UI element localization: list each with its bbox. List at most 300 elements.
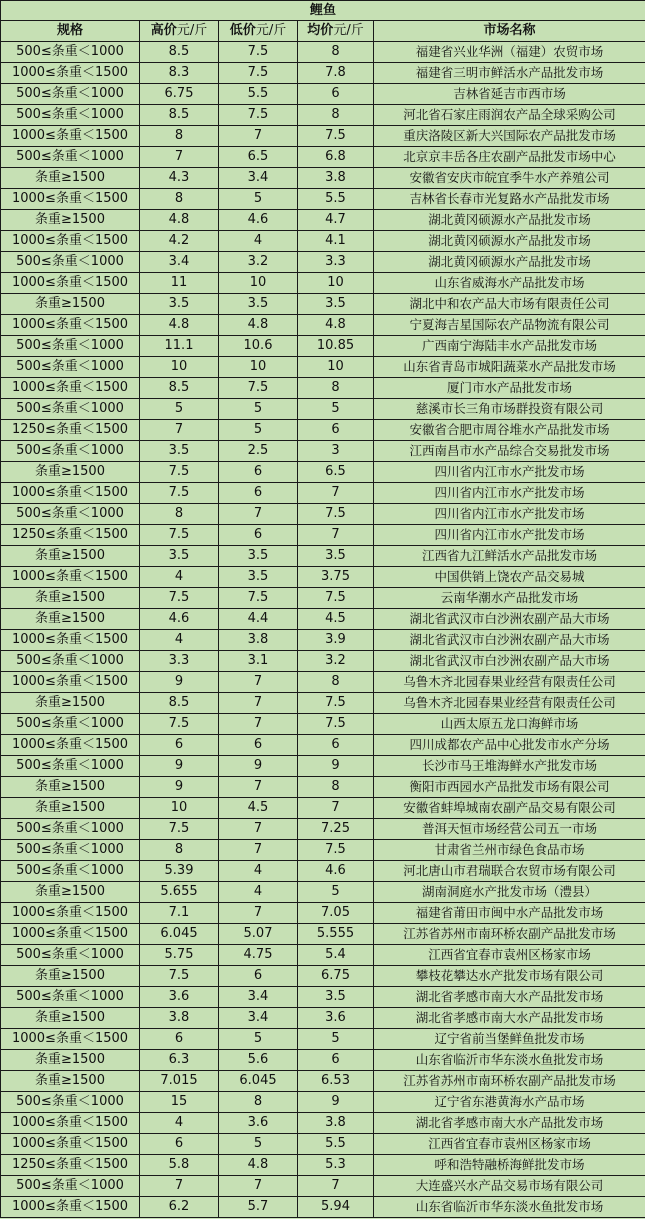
avg-price-cell: 7 bbox=[298, 525, 374, 546]
avg-price-cell: 7 bbox=[298, 483, 374, 504]
spec-cell: 条重≥1500 bbox=[1, 1071, 140, 1092]
avg-price-cell: 7.5 bbox=[298, 714, 374, 735]
spec-cell: 500≤条重＜1000 bbox=[1, 84, 140, 105]
avg-price-cell: 5.3 bbox=[298, 1155, 374, 1176]
high-price-cell: 6.75 bbox=[140, 84, 219, 105]
table-row bbox=[1, 63, 645, 84]
market-name-cell: 广西南宁海陆丰水产品批发市场 bbox=[374, 336, 645, 357]
avg-price-cell: 8 bbox=[298, 105, 374, 126]
avg-price-cell: 5.94 bbox=[298, 1197, 374, 1218]
market-name-cell: 山东省临沂市华东淡水鱼批发市场 bbox=[374, 1197, 645, 1218]
avg-price-cell: 7 bbox=[298, 1176, 374, 1197]
spec-cell: 条重≥1500 bbox=[1, 1008, 140, 1029]
low-price-cell: 3.4 bbox=[219, 987, 298, 1008]
market-name-cell: 福建省兴业华洲（福建）农贸市场 bbox=[374, 42, 645, 63]
avg-price-cell: 5 bbox=[298, 882, 374, 903]
spec-cell: 条重≥1500 bbox=[1, 609, 140, 630]
table-row bbox=[1, 462, 645, 483]
spec-cell: 500≤条重＜1000 bbox=[1, 1092, 140, 1113]
high-price-cell: 6 bbox=[140, 1134, 219, 1155]
title-row bbox=[1, 1, 645, 21]
spec-cell: 1250≤条重＜1500 bbox=[1, 1155, 140, 1176]
spec-cell: 1000≤条重＜1500 bbox=[1, 378, 140, 399]
header-high-label: 高价 bbox=[150, 23, 177, 38]
table-row bbox=[1, 1071, 645, 1092]
high-price-cell: 5.655 bbox=[140, 882, 219, 903]
high-price-cell: 10 bbox=[140, 357, 219, 378]
spec-cell: 500≤条重＜1000 bbox=[1, 336, 140, 357]
spec-cell: 1000≤条重＜1500 bbox=[1, 903, 140, 924]
table-row bbox=[1, 735, 645, 756]
avg-price-cell: 3.8 bbox=[298, 1113, 374, 1134]
spec-cell: 1000≤条重＜1500 bbox=[1, 1197, 140, 1218]
avg-price-cell: 8 bbox=[298, 42, 374, 63]
high-price-cell: 7.5 bbox=[140, 966, 219, 987]
market-name-cell: 宁夏海吉星国际农产品物流有限公司 bbox=[374, 315, 645, 336]
market-name-cell: 湖北省武汉市白沙洲农副产品大市场 bbox=[374, 609, 645, 630]
table-row bbox=[1, 840, 645, 861]
spec-cell: 500≤条重＜1000 bbox=[1, 840, 140, 861]
high-price-cell: 6 bbox=[140, 1029, 219, 1050]
high-price-cell: 7 bbox=[140, 147, 219, 168]
spec-cell: 1000≤条重＜1500 bbox=[1, 672, 140, 693]
table-row bbox=[1, 357, 645, 378]
table-row bbox=[1, 651, 645, 672]
low-price-cell: 9 bbox=[219, 756, 298, 777]
low-price-cell: 7 bbox=[219, 714, 298, 735]
avg-price-cell: 5 bbox=[298, 1029, 374, 1050]
table-row bbox=[1, 231, 645, 252]
avg-price-cell: 7 bbox=[298, 798, 374, 819]
low-price-cell: 6 bbox=[219, 483, 298, 504]
market-name-cell: 安徽省安庆市皖宜季牛水产养殖公司 bbox=[374, 168, 645, 189]
high-price-cell: 4.2 bbox=[140, 231, 219, 252]
avg-price-cell: 3.6 bbox=[298, 1008, 374, 1029]
high-price-cell: 4.8 bbox=[140, 315, 219, 336]
high-price-cell: 4.6 bbox=[140, 609, 219, 630]
market-name-cell: 衡阳市西园水产品批发市场有限公司 bbox=[374, 777, 645, 798]
avg-price-cell: 7.25 bbox=[298, 819, 374, 840]
low-price-cell: 4 bbox=[219, 882, 298, 903]
market-name-cell: 山西太原五龙口海鲜市场 bbox=[374, 714, 645, 735]
low-price-cell: 5.7 bbox=[219, 1197, 298, 1218]
low-price-cell: 5.6 bbox=[219, 1050, 298, 1071]
low-price-cell: 4.6 bbox=[219, 210, 298, 231]
table-title: 鲤鱼 bbox=[1, 1, 645, 21]
table-row bbox=[1, 189, 645, 210]
high-price-cell: 5.8 bbox=[140, 1155, 219, 1176]
low-price-cell: 6 bbox=[219, 525, 298, 546]
high-price-cell: 3.5 bbox=[140, 294, 219, 315]
low-price-cell: 3.1 bbox=[219, 651, 298, 672]
market-name-cell: 山东省青岛市城阳蔬菜水产品批发市场 bbox=[374, 357, 645, 378]
table-row bbox=[1, 399, 645, 420]
table-row bbox=[1, 546, 645, 567]
low-price-cell: 5 bbox=[219, 189, 298, 210]
avg-price-cell: 7.5 bbox=[298, 588, 374, 609]
avg-price-cell: 9 bbox=[298, 1092, 374, 1113]
table-row bbox=[1, 777, 645, 798]
market-name-cell: 甘肃省兰州市绿色食品市场 bbox=[374, 840, 645, 861]
market-name-cell: 辽宁省东港黄海水产品市场 bbox=[374, 1092, 645, 1113]
low-price-cell: 4.8 bbox=[219, 315, 298, 336]
header-market-label: 市场名称 bbox=[483, 23, 536, 38]
low-price-cell: 7.5 bbox=[219, 63, 298, 84]
table-row bbox=[1, 1176, 645, 1197]
low-price-cell: 3.8 bbox=[219, 630, 298, 651]
market-name-cell: 攀枝花攀达水产批发市场有限公司 bbox=[374, 966, 645, 987]
high-price-cell: 8.5 bbox=[140, 378, 219, 399]
market-name-cell: 厦门市水产品批发市场 bbox=[374, 378, 645, 399]
spec-cell: 500≤条重＜1000 bbox=[1, 945, 140, 966]
high-price-cell: 4 bbox=[140, 630, 219, 651]
table-row bbox=[1, 798, 645, 819]
avg-price-cell: 3 bbox=[298, 441, 374, 462]
table-row bbox=[1, 1008, 645, 1029]
high-price-cell: 5.75 bbox=[140, 945, 219, 966]
low-price-cell: 4.75 bbox=[219, 945, 298, 966]
market-name-cell: 四川省内江市水产批发市场 bbox=[374, 525, 645, 546]
table-row bbox=[1, 210, 645, 231]
market-name-cell: 乌鲁木齐北园春果业经营有限责任公司 bbox=[374, 672, 645, 693]
market-name-cell: 湖北省孝感市南大水产品批发市场 bbox=[374, 1113, 645, 1134]
low-price-cell: 6 bbox=[219, 735, 298, 756]
table-row bbox=[1, 966, 645, 987]
table-row bbox=[1, 1155, 645, 1176]
table-row bbox=[1, 1050, 645, 1071]
high-price-cell: 3.8 bbox=[140, 1008, 219, 1029]
avg-price-cell: 4.6 bbox=[298, 861, 374, 882]
low-price-cell: 5 bbox=[219, 420, 298, 441]
high-price-cell: 7 bbox=[140, 1176, 219, 1197]
low-price-cell: 7.5 bbox=[219, 105, 298, 126]
spec-cell: 条重≥1500 bbox=[1, 210, 140, 231]
spec-cell: 1000≤条重＜1500 bbox=[1, 315, 140, 336]
spec-cell: 1000≤条重＜1500 bbox=[1, 63, 140, 84]
avg-price-cell: 5.4 bbox=[298, 945, 374, 966]
table-body bbox=[1, 42, 645, 1218]
high-price-cell: 8.5 bbox=[140, 105, 219, 126]
high-price-cell: 3.3 bbox=[140, 651, 219, 672]
low-price-cell: 8 bbox=[219, 1092, 298, 1113]
table-row bbox=[1, 861, 645, 882]
high-price-cell: 4.3 bbox=[140, 168, 219, 189]
market-name-cell: 普洱天恒市场经营公司五一市场 bbox=[374, 819, 645, 840]
table-row bbox=[1, 609, 645, 630]
spec-cell: 条重≥1500 bbox=[1, 1050, 140, 1071]
table-row bbox=[1, 924, 645, 945]
high-price-cell: 7.5 bbox=[140, 483, 219, 504]
spec-cell: 500≤条重＜1000 bbox=[1, 147, 140, 168]
spec-cell: 条重≥1500 bbox=[1, 777, 140, 798]
low-price-cell: 6 bbox=[219, 966, 298, 987]
market-name-cell: 湖北省武汉市白沙洲农副产品大市场 bbox=[374, 651, 645, 672]
market-name-cell: 江西省九江鲜活水产品批发市场 bbox=[374, 546, 645, 567]
table-row bbox=[1, 126, 645, 147]
high-price-cell: 8.5 bbox=[140, 693, 219, 714]
spec-cell: 1000≤条重＜1500 bbox=[1, 126, 140, 147]
table-row bbox=[1, 630, 645, 651]
avg-price-cell: 7.5 bbox=[298, 693, 374, 714]
market-name-cell: 湖北黄冈硕源水产品批发市场 bbox=[374, 252, 645, 273]
market-name-cell: 呼和浩特融桥海鲜批发市场 bbox=[374, 1155, 645, 1176]
market-name-cell: 北京京丰岳各庄农副产品批发市场中心 bbox=[374, 147, 645, 168]
avg-price-cell: 3.5 bbox=[298, 546, 374, 567]
high-price-cell: 5.39 bbox=[140, 861, 219, 882]
high-price-cell: 7.015 bbox=[140, 1071, 219, 1092]
low-price-cell: 6.5 bbox=[219, 147, 298, 168]
high-price-cell: 8 bbox=[140, 189, 219, 210]
low-price-cell: 3.6 bbox=[219, 1113, 298, 1134]
spec-cell: 1250≤条重＜1500 bbox=[1, 525, 140, 546]
low-price-cell: 2.5 bbox=[219, 441, 298, 462]
high-price-cell: 7.5 bbox=[140, 819, 219, 840]
table-row bbox=[1, 1197, 645, 1218]
avg-price-cell: 6 bbox=[298, 735, 374, 756]
high-price-cell: 6 bbox=[140, 735, 219, 756]
low-price-cell: 5 bbox=[219, 399, 298, 420]
header-high-unit: 元/斤 bbox=[176, 23, 208, 38]
spec-cell: 条重≥1500 bbox=[1, 966, 140, 987]
spec-cell: 1000≤条重＜1500 bbox=[1, 1134, 140, 1155]
high-price-cell: 9 bbox=[140, 756, 219, 777]
avg-price-cell: 4.7 bbox=[298, 210, 374, 231]
avg-price-cell: 3.5 bbox=[298, 294, 374, 315]
avg-price-cell: 5.5 bbox=[298, 1134, 374, 1155]
avg-price-cell: 8 bbox=[298, 672, 374, 693]
market-name-cell: 福建省莆田市闽中水产品批发市场 bbox=[374, 903, 645, 924]
table-row bbox=[1, 483, 645, 504]
low-price-cell: 3.2 bbox=[219, 252, 298, 273]
header-spec-label: 规格 bbox=[56, 23, 83, 38]
table-row bbox=[1, 378, 645, 399]
market-name-cell: 湖南洞庭水产批发市场（澧县） bbox=[374, 882, 645, 903]
spec-cell: 条重≥1500 bbox=[1, 294, 140, 315]
high-price-cell: 4 bbox=[140, 567, 219, 588]
spec-cell: 500≤条重＜1000 bbox=[1, 756, 140, 777]
high-price-cell: 8.3 bbox=[140, 63, 219, 84]
market-name-cell: 江苏省苏州市南环桥农副产品批发市场 bbox=[374, 1071, 645, 1092]
avg-price-cell: 6.8 bbox=[298, 147, 374, 168]
table-row bbox=[1, 525, 645, 546]
avg-price-cell: 3.75 bbox=[298, 567, 374, 588]
header-low bbox=[219, 21, 298, 42]
avg-price-cell: 7.5 bbox=[298, 840, 374, 861]
spec-cell: 1000≤条重＜1500 bbox=[1, 189, 140, 210]
avg-price-cell: 3.5 bbox=[298, 987, 374, 1008]
table-row bbox=[1, 1029, 645, 1050]
high-price-cell: 8 bbox=[140, 126, 219, 147]
spec-cell: 条重≥1500 bbox=[1, 693, 140, 714]
high-price-cell: 11 bbox=[140, 273, 219, 294]
high-price-cell: 7.5 bbox=[140, 588, 219, 609]
low-price-cell: 3.5 bbox=[219, 546, 298, 567]
high-price-cell: 8 bbox=[140, 840, 219, 861]
low-price-cell: 3.5 bbox=[219, 294, 298, 315]
low-price-cell: 4.8 bbox=[219, 1155, 298, 1176]
avg-price-cell: 6 bbox=[298, 420, 374, 441]
avg-price-cell: 9 bbox=[298, 756, 374, 777]
high-price-cell: 7.5 bbox=[140, 525, 219, 546]
header-row bbox=[1, 21, 645, 42]
market-name-cell: 河北省石家庄雨润农产品全球采购公司 bbox=[374, 105, 645, 126]
low-price-cell: 5 bbox=[219, 1029, 298, 1050]
spec-cell: 条重≥1500 bbox=[1, 546, 140, 567]
table-row bbox=[1, 168, 645, 189]
low-price-cell: 7.5 bbox=[219, 588, 298, 609]
spec-cell: 500≤条重＜1000 bbox=[1, 651, 140, 672]
high-price-cell: 6.2 bbox=[140, 1197, 219, 1218]
avg-price-cell: 10 bbox=[298, 357, 374, 378]
low-price-cell: 4.4 bbox=[219, 609, 298, 630]
spec-cell: 500≤条重＜1000 bbox=[1, 1176, 140, 1197]
spec-cell: 500≤条重＜1000 bbox=[1, 861, 140, 882]
avg-price-cell: 8 bbox=[298, 777, 374, 798]
spec-cell: 500≤条重＜1000 bbox=[1, 105, 140, 126]
market-name-cell: 四川省内江市水产批发市场 bbox=[374, 504, 645, 525]
avg-price-cell: 8 bbox=[298, 378, 374, 399]
avg-price-cell: 5 bbox=[298, 399, 374, 420]
high-price-cell: 4 bbox=[140, 1113, 219, 1134]
market-name-cell: 湖北中和农产品大市场有限责任公司 bbox=[374, 294, 645, 315]
market-name-cell: 辽宁省前当堡鲜鱼批发市场 bbox=[374, 1029, 645, 1050]
high-price-cell: 3.6 bbox=[140, 987, 219, 1008]
market-name-cell: 河北唐山市君瑞联合农贸市场有限公司 bbox=[374, 861, 645, 882]
market-name-cell: 大连盛兴水产品交易市场有限公司 bbox=[374, 1176, 645, 1197]
avg-price-cell: 6 bbox=[298, 1050, 374, 1071]
header-market bbox=[374, 21, 645, 42]
table-row bbox=[1, 105, 645, 126]
table-row bbox=[1, 672, 645, 693]
spec-cell: 1000≤条重＜1500 bbox=[1, 735, 140, 756]
high-price-cell: 8 bbox=[140, 504, 219, 525]
market-name-cell: 江西省宜春市袁州区杨家市场 bbox=[374, 945, 645, 966]
table-row bbox=[1, 567, 645, 588]
table-row bbox=[1, 252, 645, 273]
table-row bbox=[1, 84, 645, 105]
avg-price-cell: 3.9 bbox=[298, 630, 374, 651]
avg-price-cell: 6.75 bbox=[298, 966, 374, 987]
market-name-cell: 湖北黄冈硕源水产品批发市场 bbox=[374, 231, 645, 252]
high-price-cell: 9 bbox=[140, 672, 219, 693]
spec-cell: 500≤条重＜1000 bbox=[1, 714, 140, 735]
high-price-cell: 5 bbox=[140, 399, 219, 420]
table-row bbox=[1, 714, 645, 735]
market-name-cell: 四川省内江市水产批发市场 bbox=[374, 483, 645, 504]
spec-cell: 1000≤条重＜1500 bbox=[1, 567, 140, 588]
table-row bbox=[1, 147, 645, 168]
low-price-cell: 7 bbox=[219, 777, 298, 798]
avg-price-cell: 7.5 bbox=[298, 126, 374, 147]
avg-price-cell: 5.5 bbox=[298, 189, 374, 210]
table-row bbox=[1, 315, 645, 336]
market-name-cell: 江苏省苏州市南环桥农副产品批发市场 bbox=[374, 924, 645, 945]
market-name-cell: 福建省三明市鲜活水产品批发市场 bbox=[374, 63, 645, 84]
market-name-cell: 吉林省延吉市西市场 bbox=[374, 84, 645, 105]
high-price-cell: 10 bbox=[140, 798, 219, 819]
market-name-cell: 湖北省孝感市南大水产品批发市场 bbox=[374, 987, 645, 1008]
market-name-cell: 安徽省蚌埠城南农副产品交易有限公司 bbox=[374, 798, 645, 819]
low-price-cell: 7 bbox=[219, 693, 298, 714]
header-low-unit: 元/斤 bbox=[255, 23, 287, 38]
low-price-cell: 5.07 bbox=[219, 924, 298, 945]
low-price-cell: 7 bbox=[219, 840, 298, 861]
spec-cell: 500≤条重＜1000 bbox=[1, 357, 140, 378]
market-name-cell: 江西南昌市水产品综合交易批发市场 bbox=[374, 441, 645, 462]
table-row bbox=[1, 42, 645, 63]
header-spec bbox=[1, 21, 140, 42]
high-price-cell: 8.5 bbox=[140, 42, 219, 63]
avg-price-cell: 7.05 bbox=[298, 903, 374, 924]
table-row bbox=[1, 756, 645, 777]
low-price-cell: 7.5 bbox=[219, 42, 298, 63]
low-price-cell: 3.5 bbox=[219, 567, 298, 588]
market-name-cell: 山东省威海水产品批发市场 bbox=[374, 273, 645, 294]
market-name-cell: 四川成都农产品中心批发市水产分场 bbox=[374, 735, 645, 756]
avg-price-cell: 5.555 bbox=[298, 924, 374, 945]
avg-price-cell: 6 bbox=[298, 84, 374, 105]
low-price-cell: 5 bbox=[219, 1134, 298, 1155]
table-row bbox=[1, 819, 645, 840]
spec-cell: 1000≤条重＜1500 bbox=[1, 231, 140, 252]
header-high bbox=[140, 21, 219, 42]
market-name-cell: 山东省临沂市华东淡水鱼批发市场 bbox=[374, 1050, 645, 1071]
high-price-cell: 6.045 bbox=[140, 924, 219, 945]
table-row bbox=[1, 1113, 645, 1134]
avg-price-cell: 10 bbox=[298, 273, 374, 294]
table-row bbox=[1, 987, 645, 1008]
table-row bbox=[1, 441, 645, 462]
spec-cell: 1000≤条重＜1500 bbox=[1, 273, 140, 294]
market-name-cell: 湖北省孝感市南大水产品批发市场 bbox=[374, 1008, 645, 1029]
avg-price-cell: 4.5 bbox=[298, 609, 374, 630]
high-price-cell: 9 bbox=[140, 777, 219, 798]
market-name-cell: 吉林省长春市光复路水产品批发市场 bbox=[374, 189, 645, 210]
spec-cell: 1000≤条重＜1500 bbox=[1, 483, 140, 504]
spec-cell: 500≤条重＜1000 bbox=[1, 441, 140, 462]
spec-cell: 条重≥1500 bbox=[1, 882, 140, 903]
market-name-cell: 重庆洛陵区新大兴国际农产品批发市场 bbox=[374, 126, 645, 147]
low-price-cell: 6.045 bbox=[219, 1071, 298, 1092]
low-price-cell: 5.5 bbox=[219, 84, 298, 105]
low-price-cell: 10 bbox=[219, 273, 298, 294]
header-low-label: 低价 bbox=[229, 23, 256, 38]
table-row bbox=[1, 420, 645, 441]
low-price-cell: 7 bbox=[219, 672, 298, 693]
low-price-cell: 10 bbox=[219, 357, 298, 378]
high-price-cell: 7 bbox=[140, 420, 219, 441]
high-price-cell: 4.8 bbox=[140, 210, 219, 231]
table-row bbox=[1, 294, 645, 315]
avg-price-cell: 3.2 bbox=[298, 651, 374, 672]
market-name-cell: 江西省宜春市袁州区杨家市场 bbox=[374, 1134, 645, 1155]
market-name-cell: 四川省内江市水产批发市场 bbox=[374, 462, 645, 483]
spec-cell: 1250≤条重＜1500 bbox=[1, 420, 140, 441]
market-name-cell: 中国供销上饶农产品交易城 bbox=[374, 567, 645, 588]
spec-cell: 500≤条重＜1000 bbox=[1, 252, 140, 273]
market-name-cell: 湖北黄冈硕源水产品批发市场 bbox=[374, 210, 645, 231]
low-price-cell: 7 bbox=[219, 903, 298, 924]
high-price-cell: 3.4 bbox=[140, 252, 219, 273]
market-name-cell: 云南华潮水产品批发市场 bbox=[374, 588, 645, 609]
high-price-cell: 7.5 bbox=[140, 462, 219, 483]
avg-price-cell: 6.5 bbox=[298, 462, 374, 483]
table-row bbox=[1, 693, 645, 714]
market-name-cell: 慈溪市长三角市场群投资有限公司 bbox=[374, 399, 645, 420]
spec-cell: 500≤条重＜1000 bbox=[1, 987, 140, 1008]
table-row bbox=[1, 1134, 645, 1155]
table-row bbox=[1, 273, 645, 294]
